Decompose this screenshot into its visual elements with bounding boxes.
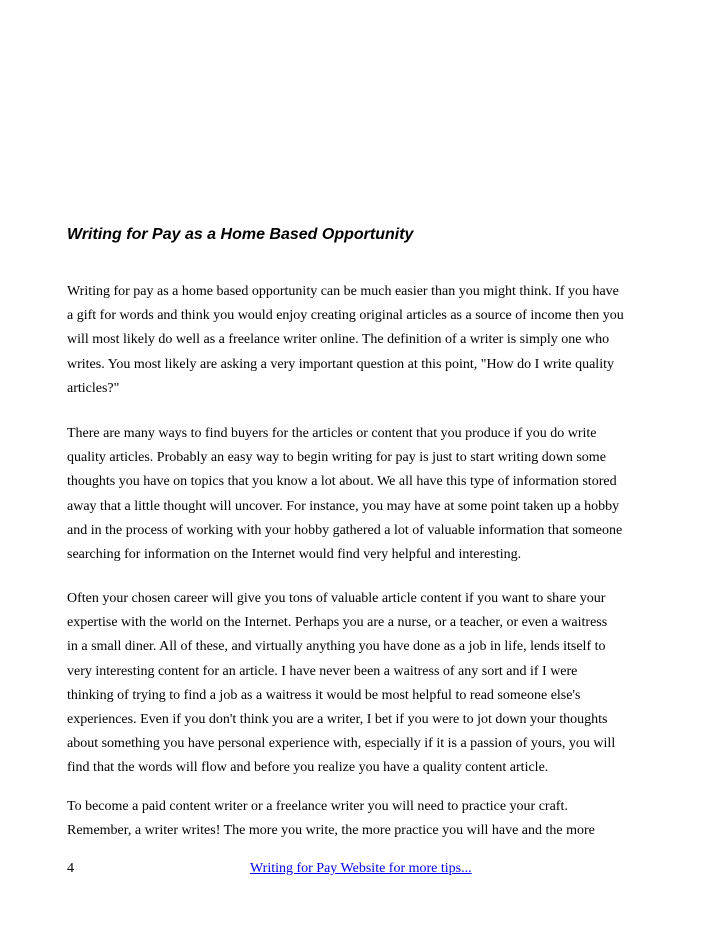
text-line: experiences. Even if you don't think you are a writer, I bet if you were to jot down your thoughts [67,712,608,728]
text-line: quality articles. Probably an easy way to begin writing for pay is just to start writing down some [67,450,606,466]
text-line: writes. You most likely are asking a very important question at this point, "How do I write quality [67,356,614,372]
text-line: Remember, a writer writes! The more you write, the more practice you will have and the more [67,823,595,839]
text-line: will most likely do well as a freelance writer online. The definition of a writer is simply one who [67,332,610,348]
page-footer [67,857,667,881]
paragraph-finding-buyers [67,422,622,567]
text-line: about something you have personal experience with, especially if it is a passion of yours, you will [67,736,616,752]
text-line: find that the words will flow and before you realize you have a quality content article. [67,760,549,776]
article-heading: Writing for Pay as a Home Based Opportunity [67,226,414,243]
text-line: There are many ways to find buyers for the articles or content that you produce if you do write [67,426,597,441]
text-line: To become a paid content writer or a freelance writer you will need to practice your craft. [67,799,568,814]
text-line: very interesting content for an article. I have never been a waitress of any sort and if I were [67,663,578,679]
text-line: Writing for pay as a home based opportunity can be much easier than you might think. If you have [67,284,619,299]
text-line: and in the process of working with your hobby gathered a lot of valuable information that someone [67,522,623,538]
text-line: articles?" [67,380,120,396]
text-line: expertise with the world on the Internet. Perhaps you are a nurse, or a teacher, or even a waitress [67,615,608,631]
text-line: thoughts you have on topics that you know a lot about. We all have this type of information stored [67,474,617,490]
text-line: away that a little thought will uncover. For instance, you may have at some point taken up a hobby [67,498,620,514]
text-line: Often your chosen career will give you tons of valuable article content if you want to share your [67,591,606,606]
page-number: 4 [67,861,74,876]
text-line: searching for information on the Internet would find very helpful and interesting. [67,547,522,563]
paragraph-career-content [67,587,615,781]
paragraph-practice [67,795,595,843]
text-line: a gift for words and think you would enjoy creating original articles as a source of income then you [67,308,624,324]
website-link[interactable]: Writing for Pay Website for more tips... [250,861,472,876]
text-line: in a small diner. All of these, and virtually anything you have done as a job in life, lends itself to [67,639,606,655]
text-line: thinking of trying to find a job as a waitress it would be most helpful to read someone else's [67,687,581,703]
paragraph-intro [67,280,624,401]
